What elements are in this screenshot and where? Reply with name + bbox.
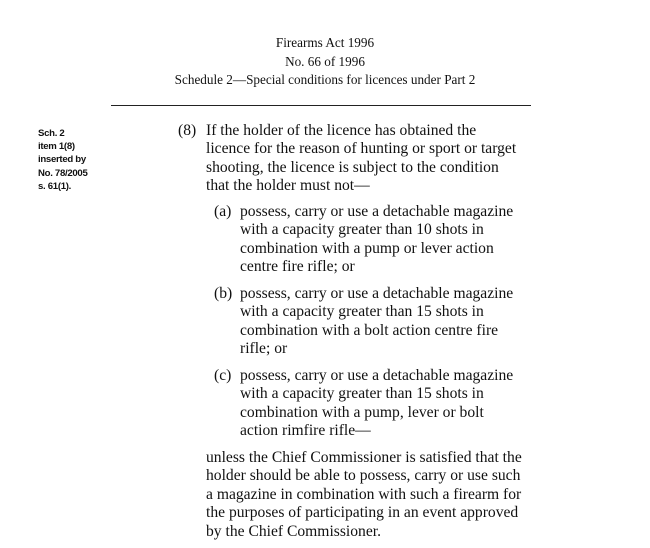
paragraph-a-text	[240, 203, 535, 277]
clause-line: If the holder of the licence has obtained the	[206, 122, 477, 139]
paragraph-b-text	[240, 285, 535, 359]
clause-text	[206, 122, 536, 196]
paragraph-b-label: (b)	[214, 285, 233, 302]
clause-line: that the holder must not—	[206, 177, 370, 195]
paragraph-c-label: (c)	[214, 367, 232, 384]
paragraph-line: with a capacity greater than 10 shots in	[240, 221, 484, 239]
margin-note-line: inserted by	[38, 154, 86, 166]
paragraph-line: with a capacity greater than 15 shots in	[240, 303, 484, 321]
header-divider	[111, 105, 531, 106]
margin-note-line: Sch. 2	[38, 128, 65, 139]
paragraph-line: combination with a bolt action centre fire	[240, 321, 499, 339]
paragraph-line: centre fire rifle; or	[240, 258, 355, 276]
schedule-title: Schedule 2—Special conditions for licences under Part 2	[174, 72, 476, 87]
paragraph-line: with a capacity greater than 15 shots in	[240, 385, 484, 403]
paragraph-line: possess, carry or use a detachable magazine	[240, 285, 514, 302]
clause-line: licence for the reason of hunting or sport or target	[206, 140, 517, 158]
closing-text	[206, 449, 536, 541]
margin-note	[38, 127, 118, 193]
closing-line: a magazine in combination with such a firearm for	[206, 485, 522, 503]
paragraph-line: possess, carry or use a detachable magazine	[240, 203, 514, 220]
closing-line: holder should be able to possess, carry or use such	[206, 467, 521, 485]
act-title: Firearms Act 1996	[275, 35, 375, 50]
margin-note-line: s. 61(1).	[38, 180, 72, 192]
paragraph-c-text	[240, 367, 535, 441]
closing-line: unless the Chief Commissioner is satisfied that the	[206, 449, 522, 466]
paragraph-line: possess, carry or use a detachable magazine	[240, 367, 514, 384]
clause-number: (8)	[178, 122, 197, 139]
clause-line: shooting, the licence is subject to the condition	[206, 158, 499, 176]
paragraph-a-label: (a)	[214, 203, 232, 220]
act-number: No. 66 of 1996	[285, 53, 365, 69]
margin-note-line: No. 78/2005	[38, 167, 88, 179]
paragraph-line: combination with a pump, lever or bolt	[240, 403, 484, 421]
closing-line: by the Chief Commissioner.	[206, 522, 381, 540]
closing-line: the purposes of participating in an event approved	[206, 504, 519, 522]
paragraph-line: rifle; or	[240, 340, 288, 358]
margin-note-line: item 1(8)	[38, 141, 75, 153]
paragraph-line: action rimfire rifle—	[240, 422, 371, 440]
paragraph-line: combination with a pump or lever action	[240, 239, 494, 257]
running-header	[0, 34, 650, 90]
